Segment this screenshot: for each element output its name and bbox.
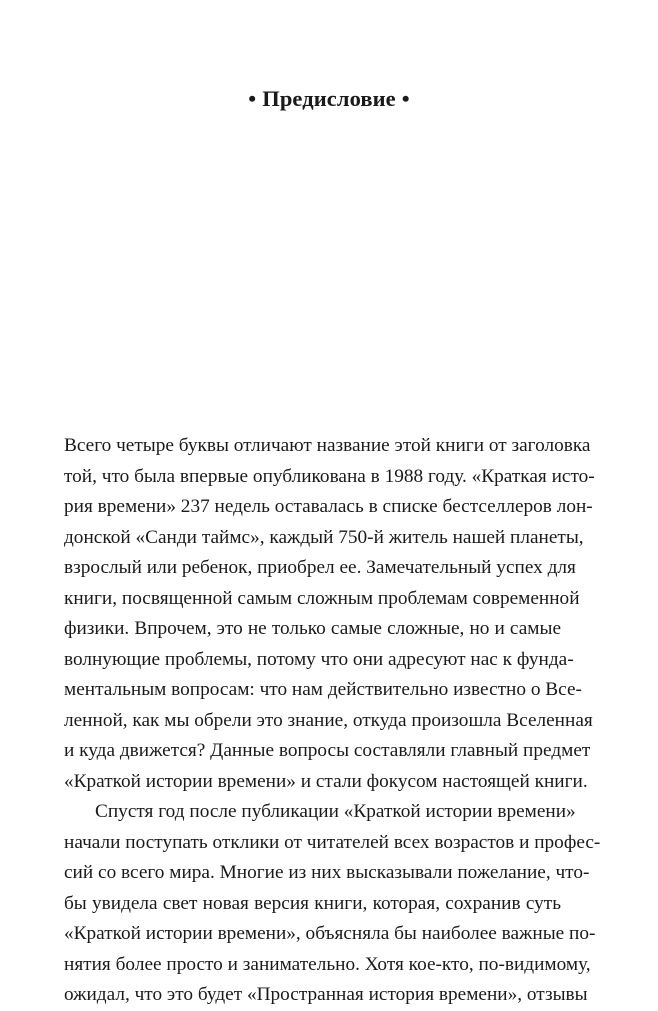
text-line: «Краткой истории времени» и стали фокусом настоящей книги. xyxy=(64,770,588,792)
text-line: волнующие проблемы, потому что они адресуют нас к фунда- xyxy=(64,648,574,670)
text-line: сий со всего мира. Многие из них высказывали пожелание, что- xyxy=(64,862,590,883)
text-line: ленной, как мы обрели это знание, откуда произошла Вселенная xyxy=(64,709,593,731)
body-text xyxy=(64,431,601,1011)
text-line: бы увидела свет новая версия книги, которая, сохранив суть xyxy=(64,892,561,914)
text-line: книги, посвященной самым сложным проблемам современной xyxy=(64,587,580,609)
text-line: рия времени» 237 недель оставалась в списке бестселлеров лон- xyxy=(64,496,593,517)
text-line: и куда движется? Данные вопросы составляли главный предмет xyxy=(64,740,591,761)
text-line: физики. Впрочем, это не только самые сложные, но и самые xyxy=(64,618,561,639)
text-line: нятия более просто и занимательно. Хотя кое-кто, по-видимому, xyxy=(64,953,591,975)
paragraph-1 xyxy=(64,431,595,797)
chapter-title-text: Предисловие xyxy=(262,86,396,111)
title-bullet-right: • xyxy=(401,86,410,111)
title-bullet-left: • xyxy=(248,86,257,111)
text-line: той, что была впервые опубликована в 1988 году. «Краткая исто- xyxy=(64,465,595,487)
text-line: Всего четыре буквы отличают название этой книги от заголовка xyxy=(64,435,591,456)
text-line: ментальным вопросам: что нам действительно известно о Все- xyxy=(64,679,582,700)
text-line: начали поступать отклики от читателей всех возрастов и профес- xyxy=(64,831,601,853)
text-line: взрослый или ребенок, приобрел ее. Замечательный успех для xyxy=(64,557,576,578)
text-line: донской «Санди таймс», каждый 750-й житель нашей планеты, xyxy=(64,526,584,548)
text-line: «Краткой истории времени», объясняла бы наиболее важные по- xyxy=(64,923,596,944)
text-line: ожидал, что это будет «Пространная история времени», отзывы xyxy=(64,984,588,1005)
paragraph-2 xyxy=(64,797,601,1011)
chapter-title xyxy=(0,84,658,114)
text-line: Спустя год после публикации «Краткой истории времени» xyxy=(95,801,576,822)
